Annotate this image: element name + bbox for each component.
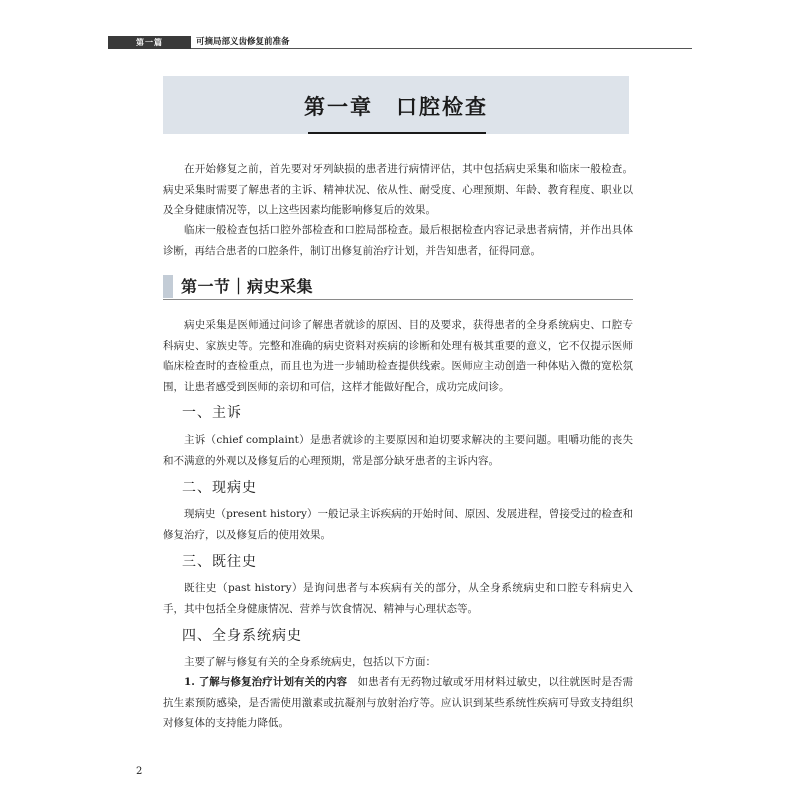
subsection-heading-systemic-history: 四、全身系统病史 (182, 628, 302, 644)
part-title: 可摘局部义齿修复前准备 (196, 37, 290, 47)
page-number: 2 (136, 766, 143, 777)
intro-paragraph-2: 临床一般检查包括口腔外部检查和口腔局部检查。最后根据检查内容记录患者病情，并作出具体诊断，再结合患者的口腔条件，制订出修复前治疗计划，并告知患者，征得同意。 (163, 224, 633, 257)
header-rule (191, 48, 692, 49)
item-1-lead: 1. 了解与修复治疗计划有关的内容 (184, 676, 348, 688)
item-1-text: 如患者有无药物过敏或牙用材料过敏史，以往就医时是否需抗生素预防感染，是否需使用激素或抗凝剂与放射治疗等。应认识到某些系统性疾病可导致支持组织对修复体的支持能力降低。 (163, 676, 634, 729)
subsection-paragraph-systemic-history: 主要了解与修复有关的全身系统病史，包括以下方面： (184, 656, 436, 668)
section-marker (163, 275, 173, 298)
section-title: 第一节｜病史采集 (181, 277, 314, 296)
subsection-paragraph-chief-complaint: 主诉（chief complaint）是患者就诊的主要原因和迫切要求解决的主要问题。咀嚼功能的丧失和不满意的外观以及修复后的心理预期，常是部分缺牙患者的主诉内容。 (163, 434, 633, 467)
section-paragraph: 病史采集是医师通过问诊了解患者就诊的原因、目的及要求，获得患者的全身系统病史、口腔专科病史、家族史等。完整和准确的病史资料对疾病的诊断和处理有极其重要的意义，它不仅提示医师临床检查时的查检重点，而且也为进一步辅助检查提供线索。医师应主动创造一种体贴入微的宽松氛围，让患者感受到医师的亲切和可信，这样才能做好配合，成功完成问诊。 (163, 319, 633, 393)
subsection-heading-present-history: 二、现病史 (182, 480, 257, 496)
systemic-history-item-1 (163, 672, 633, 734)
section-heading (163, 275, 633, 301)
chapter-title-underline (308, 132, 486, 134)
chapter-title: 第一章 口腔检查 (304, 94, 488, 119)
subsection-paragraph-present-history: 现病史（present history）一般记录主诉疾病的开始时间、原因、发展进程，曾接受过的检查和修复治疗，以及修复后的使用效果。 (163, 508, 633, 541)
running-header (108, 36, 692, 49)
intro-paragraph-1: 在开始修复之前，首先要对牙列缺损的患者进行病情评估，其中包括病史采集和临床一般检查。病史采集时需要了解患者的主诉、精神状况、依从性、耐受度、心理预期、年龄、教育程度、职业以及全身健康情况等，以上这些因素均能影响修复后的效果。 (163, 163, 633, 216)
section-rule (163, 299, 633, 300)
part-label: 第一篇 (108, 36, 191, 49)
subsection-heading-past-history: 三、既往史 (182, 554, 257, 570)
chapter-title-box (163, 76, 629, 134)
subsection-heading-chief-complaint: 一、主诉 (182, 405, 242, 421)
subsection-paragraph-past-history: 既往史（past history）是询问患者与本疾病有关的部分，从全身系统病史和口腔专科病史入手，其中包括全身健康情况、营养与饮食情况、精神与心理状态等。 (163, 582, 633, 615)
